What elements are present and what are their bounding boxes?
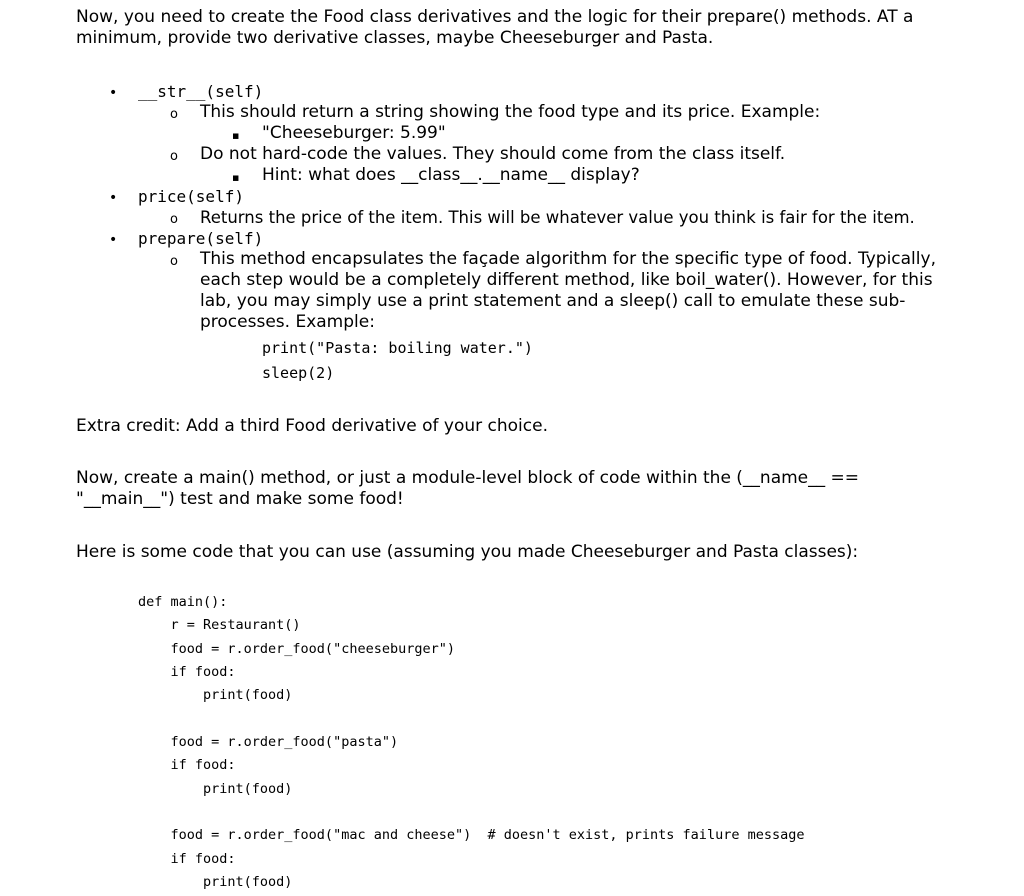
intro-line-1: Now, you need to create the Food class derivatives and the logic for their prepare() methods. AT a xyxy=(76,7,914,27)
code-line: r = Restaurant() xyxy=(138,617,301,633)
code-intro-text: Here is some code that you can use (assuming you made Cheeseburger and Pasta classes): xyxy=(76,542,859,562)
code-line: if food: xyxy=(138,664,236,680)
prepare-code-line-1: print("Pasta: boiling water.") xyxy=(262,339,533,357)
bullet-glyph: • xyxy=(109,85,118,101)
code-line: if food: xyxy=(138,757,236,773)
circle-bullet-glyph: o xyxy=(170,149,178,164)
price-signature: price(self) xyxy=(138,187,244,206)
circle-bullet-glyph: o xyxy=(170,212,178,227)
prepare-sub1-line-2: each step would be a completely different method, like boil_water(). However, for this xyxy=(200,270,933,290)
prepare-signature: prepare(self) xyxy=(138,229,264,248)
prepare-sub1-line-1: This method encapsulates the façade algorithm for the specific type of food. Typically, xyxy=(200,249,936,269)
intro-line-2: minimum, provide two derivative classes, maybe Cheeseburger and Pasta. xyxy=(76,28,714,48)
bullet-glyph: • xyxy=(109,190,118,206)
str-signature: __str__(self) xyxy=(138,82,264,101)
code-line: food = r.order_food("pasta") xyxy=(138,734,399,750)
circle-bullet-glyph: o xyxy=(170,107,178,122)
code-line: food = r.order_food("mac and cheese") # doesn't exist, prints failure message xyxy=(138,827,805,843)
bullet-glyph: • xyxy=(109,232,118,248)
code-line: if food: xyxy=(138,851,236,867)
prepare-sub1-line-4: processes. Example: xyxy=(200,312,375,332)
main-para-line-1: Now, create a main() method, or just a module-level block of code within the (__name__ == xyxy=(76,468,860,488)
code-line: def main(): xyxy=(138,594,228,610)
str-hint: Hint: what does __class__.__name__ display? xyxy=(262,165,640,185)
price-sub1: Returns the price of the item. This will be whatever value you think is fair for the item. xyxy=(200,208,915,227)
main-para-line-2: "__main__") test and make some food! xyxy=(76,489,404,509)
code-line: print(food) xyxy=(138,687,293,703)
str-example: "Cheeseburger: 5.99" xyxy=(262,123,446,143)
code-line: print(food) xyxy=(138,874,293,890)
extra-credit-text: Extra credit: Add a third Food derivative of your choice. xyxy=(76,416,548,436)
code-line: food = r.order_food("cheeseburger") xyxy=(138,641,455,657)
circle-bullet-glyph: o xyxy=(170,254,178,269)
prepare-sub1-line-3: lab, you may simply use a print statement and a sleep() call to emulate these sub- xyxy=(200,291,906,311)
code-line: print(food) xyxy=(138,781,293,797)
str-sub2: Do not hard-code the values. They should come from the class itself. xyxy=(200,144,786,164)
square-bullet-glyph: ▪ xyxy=(232,171,240,184)
square-bullet-glyph: ▪ xyxy=(232,129,240,142)
str-sub1: This should return a string showing the food type and its price. Example: xyxy=(200,102,821,122)
prepare-code-line-2: sleep(2) xyxy=(262,364,335,382)
